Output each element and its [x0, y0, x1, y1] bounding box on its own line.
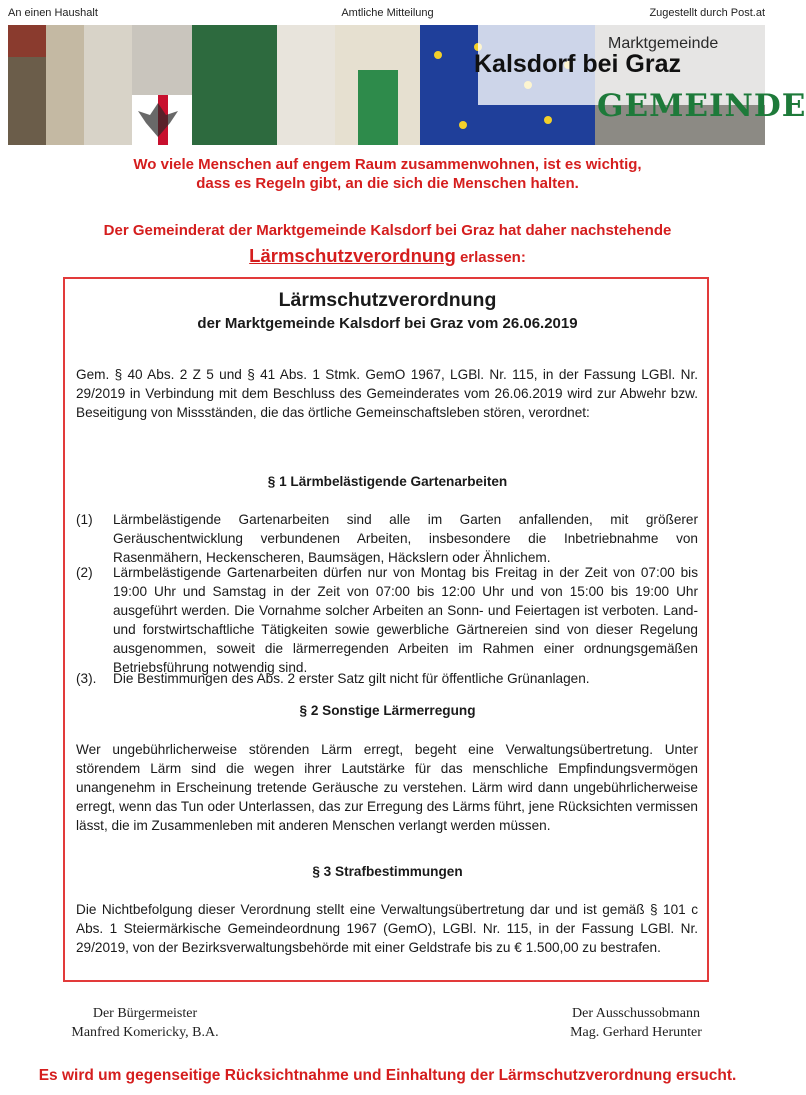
ordinance-title: Lärmschutzverordnung	[278, 289, 497, 311]
signature-committee-chair	[556, 1004, 716, 1042]
intro-line-1: Wo viele Menschen auf engem Raum zusammenwohnen, ist es wichtig,	[133, 156, 642, 173]
delivery-note-right: Zugestellt durch Post.at	[649, 7, 765, 19]
signature-role: Der Bürgermeister	[92, 1006, 198, 1021]
signature-mayor	[60, 1004, 230, 1042]
delivery-note-left: An einen Haushalt	[8, 7, 98, 19]
section-2-heading: § 2 Sonstige Lärmerregung	[299, 703, 476, 718]
section-1-heading: § 1 Lärmbelästigende Gartenarbeiten	[267, 474, 508, 489]
section-3-heading: § 3 Strafbestimmungen	[312, 864, 463, 879]
paragraph-text: Lärmbelästigende Gartenarbeiten sind alle im Garten anfallenden, mit größerer Geräuschentwicklung verbundenen Arbeiten, insbesondere die Inbetriebnahme von Rasenmähern, Heckenscheren, Baumsägen, Häckslern oder Ähnlichem.	[113, 512, 698, 565]
paragraph-number: (2)	[76, 565, 93, 580]
signature-role: Der Ausschussobmann	[572, 1006, 700, 1021]
issued-suffix: erlassen:	[455, 249, 526, 266]
building-sign: GEMEINDE	[597, 88, 806, 124]
banner-title: Kalsdorf bei Graz	[474, 50, 681, 78]
issued-line-2	[0, 245, 775, 267]
official-notice-label: Amtliche Mitteilung	[341, 7, 434, 19]
paragraph-text: Die Bestimmungen des Abs. 2 erster Satz gilt nicht für öffentliche Grünanlagen.	[113, 671, 590, 686]
ordinance-subtitle: der Marktgemeinde Kalsdorf bei Graz vom 26.06.2019	[197, 315, 578, 332]
ordinance-preamble: Gem. § 40 Abs. 2 Z 5 und § 41 Abs. 1 Stmk. GemO 1967, LGBl. Nr. 115, in der Fassung LGBl. Nr. 29/2019 in Verbindung mit dem Beschluss des Gemeinderates vom 26.06.2019 wird zur Abwehr bzw. Beseitigung von Missständen, die das örtliche Gemeinschaftsleben stören, verordnet:	[76, 367, 698, 420]
section-3-text: Die Nichtbefolgung dieser Verordnung stellt eine Verwaltungsübertretung dar und ist gemäß § 101 c Abs. 1 Steiermärkische Gemeindeordnung 1967 (GemO), LGBl. Nr. 115, in der Fassung LGBl. Nr. 29/2019, von der Bezirksverwaltungsbehörde mit einer Geldstrafe bis zu € 1.500,00 zu bestrafen.	[76, 902, 698, 955]
banner-subtitle: Marktgemeinde	[608, 35, 719, 52]
issued-ordinance-name: Lärmschutzverordnung	[249, 245, 456, 266]
section-2-text: Wer ungebührlicherweise störenden Lärm erregt, begeht eine Verwaltungsübertretung. Unter störendem Lärm sind die wegen ihrer Lautstärke für das menschliche Empfindungsvermögen unangenehm in Erscheinung tretende Geräusche zu verstehen. Lärm wird dann ungebührlicherweise erregt, wenn das Tun oder Unterlassen, das zur Erregung des Lärms führt, jene Rücksichten vermissen lässt, die im Zusammenleben mit anderen Menschen verlangt werden müssen.	[76, 742, 698, 833]
signature-name: Mag. Gerhard Herunter	[570, 1025, 702, 1040]
paragraph-number: (1)	[76, 512, 93, 527]
intro-line-2: dass es Regeln gibt, an die sich die Menschen halten.	[196, 175, 579, 192]
paragraph-text: Lärmbelästigende Gartenarbeiten dürfen nur von Montag bis Freitag in der Zeit von 07:00 bis 19:00 Uhr und Samstag in der Zeit von 07:00 bis 12:00 Uhr und von 15:00 bis 19:00 Uhr ausgeführt werden. Die Vornahme solcher Arbeiten an Sonn- und Feiertagen ist verboten. Land- und forstwirtschaftliche Tätigkeiten sowie gewerbliche Gärtnereien sind von dieser Regelung ausgenommen, soweit die lärmerregenden Arbeiten im Rahmen einer ordnungsgemäßen Betriebsführung notwendig sind.	[113, 565, 698, 675]
paragraph-number: (3).	[76, 671, 97, 686]
closing-appeal: Es wird um gegenseitige Rücksichtnahme und Einhaltung der Lärmschutzverordnung ersucht.	[38, 1067, 737, 1084]
signature-name: Manfred Komericky, B.A.	[71, 1025, 219, 1040]
issued-line-1: Der Gemeinderat der Marktgemeinde Kalsdorf bei Graz hat daher nachstehende	[103, 222, 672, 239]
